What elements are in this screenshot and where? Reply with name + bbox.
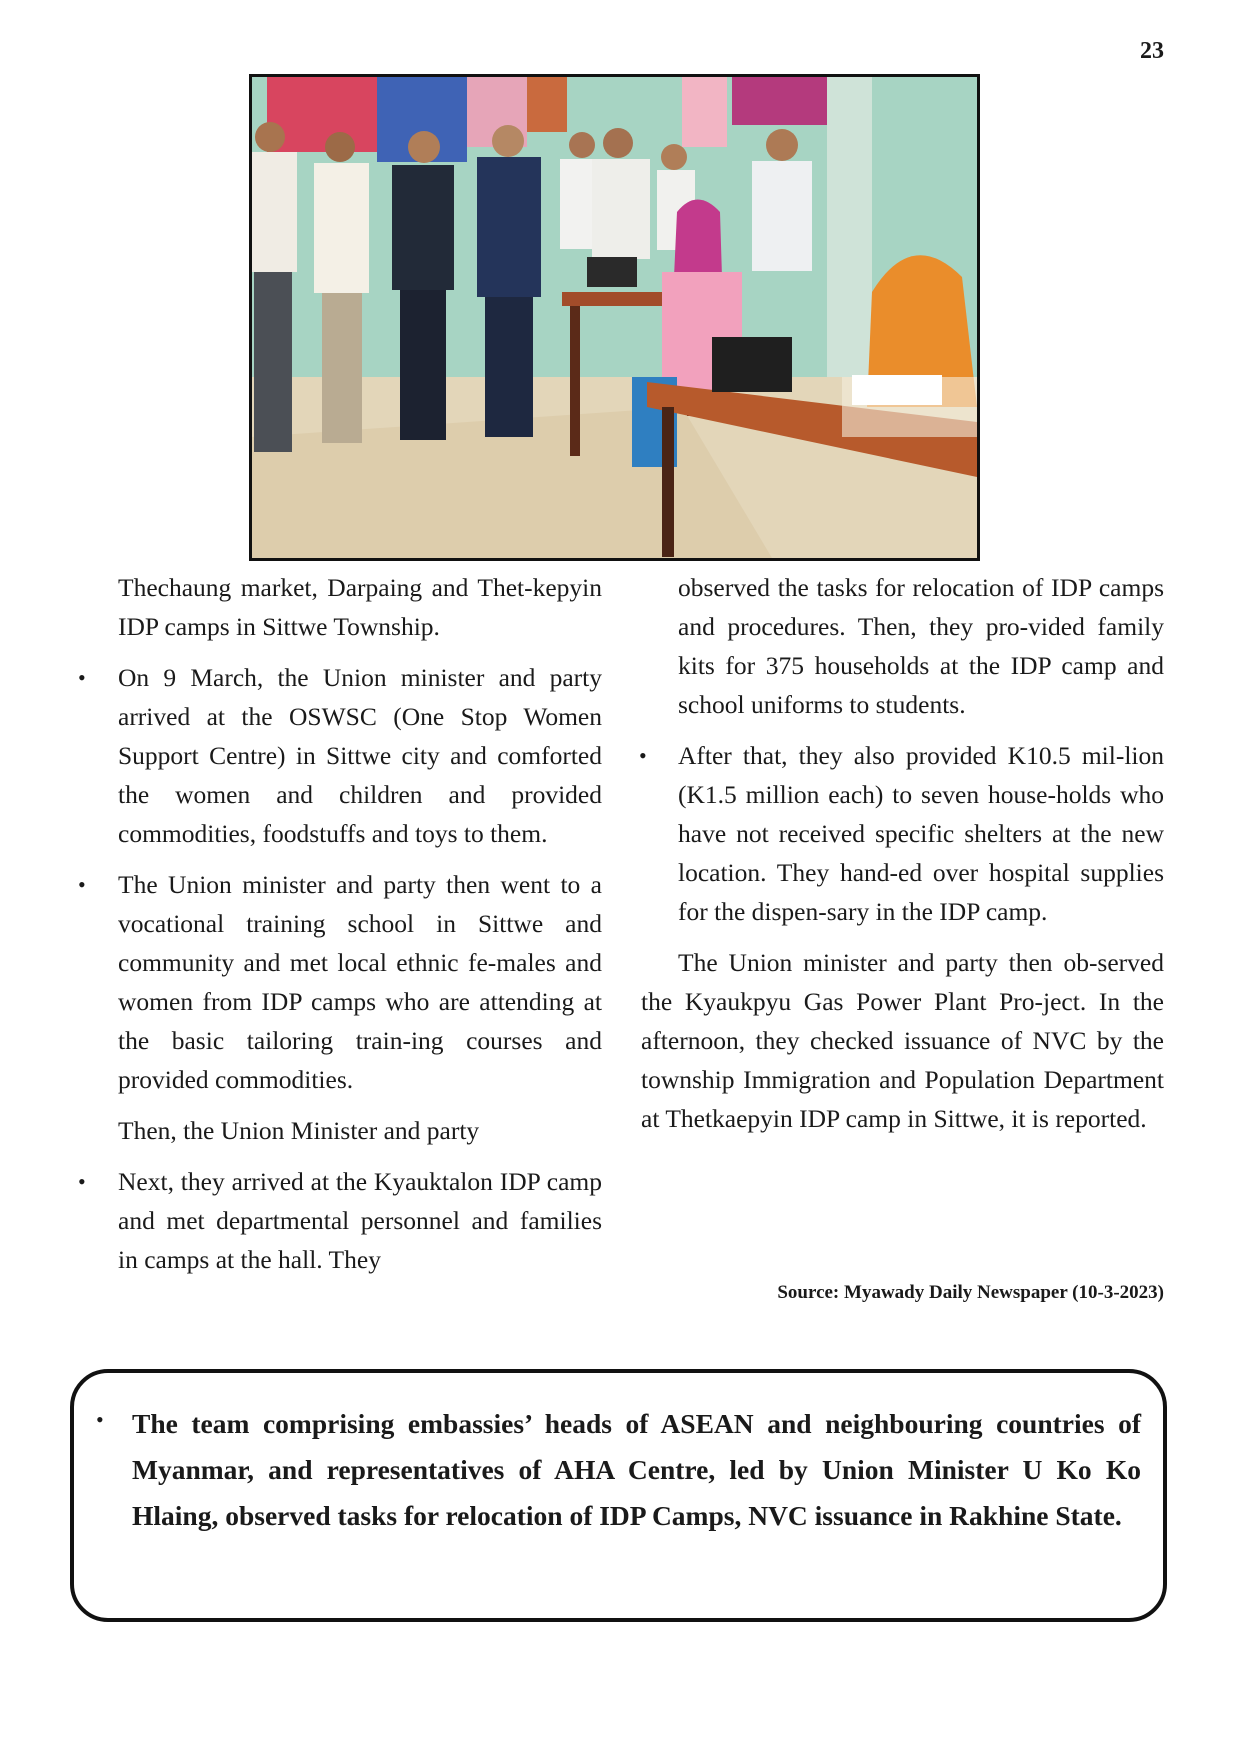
left-bullet-item	[74, 1162, 602, 1279]
bullet-icon: •	[78, 1169, 86, 1194]
page-number: 23	[1140, 38, 1164, 64]
highlight-box	[70, 1369, 1167, 1622]
right-column	[641, 568, 1164, 1138]
right-closing-paragraph: The Union minister and party then ob-served the Kyaukpyu Gas Power Plant Pro-ject. In the afternoon, they checked issuance of NVC by the township Immigration and Population Department at Thetkaepyin IDP camp in Sittwe, it is reported.	[641, 948, 1164, 1133]
left-bullet-1-text: On 9 March, the Union minister and party arrived at the OSWSC (One Stop Women Support Centre) in Sittwe city and comforted the women and children and provided commodities, foodstuffs and toys to them.	[118, 663, 602, 848]
right-bullet-1-text: After that, they also provided K10.5 mil-lion (K1.5 million each) to seven house-holds who have not received specific shelters at the new location. They hand-ed over hospital supplies for the dispen-sary in the IDP camp.	[678, 741, 1164, 926]
left-bullet-2-text: The Union minister and party then went to a vocational training school in Sittwe and community and met local ethnic fe-males and women from IDP camps who are attending at the basic tailoring train-ing courses and provided commodities.	[118, 870, 602, 1094]
left-column	[74, 568, 602, 1291]
bullet-icon: •	[639, 743, 647, 768]
source-citation: Source: Myawady Daily Newspaper (10-3-2023)	[777, 1282, 1164, 1303]
bullet-icon: •	[78, 665, 86, 690]
left-bullet-3-text: Next, they arrived at the Kyauktalon IDP camp and met departmental personnel and families in camps at the hall. They	[118, 1167, 602, 1274]
right-bullet-item	[641, 736, 1164, 931]
left-plain-line: Then, the Union Minister and party	[118, 1116, 480, 1145]
right-continuation-paragraph: observed the tasks for relocation of IDP camps and procedures. Then, they pro-vided family kits for 375 households at the IDP camp and school uniforms to students.	[678, 573, 1164, 719]
left-bullet-item	[74, 658, 602, 853]
left-continuation-paragraph: Thechaung market, Darpaing and Thet-kepyin IDP camps in Sittwe Township.	[118, 573, 602, 641]
highlight-text: The team comprising embassies’ heads of ASEAN and neighbouring countries of Myanmar, and representatives of AHA Centre, led by Union Minister U Ko Ko Hlaing, observed tasks for relocation of IDP Camps, NVC issuance in Rakhine State.	[132, 1408, 1141, 1531]
article-photo	[249, 74, 980, 561]
bullet-icon: •	[78, 872, 86, 897]
left-bullet-item	[74, 865, 602, 1099]
bullet-icon: •	[96, 1407, 104, 1432]
